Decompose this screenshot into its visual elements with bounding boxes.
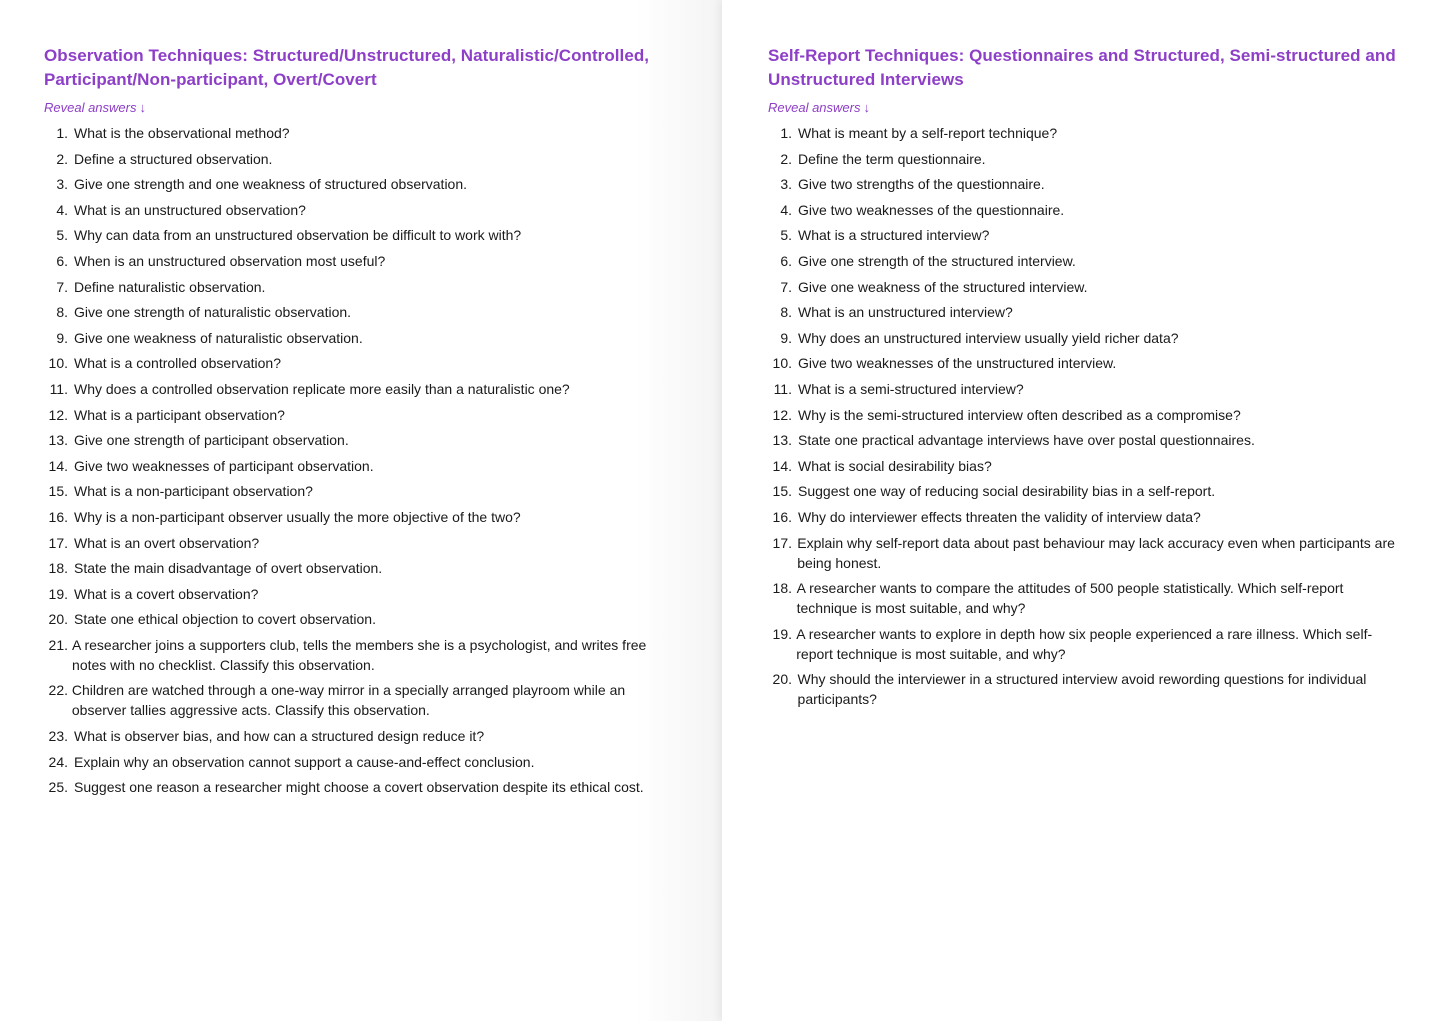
reveal-answers-link[interactable] [44, 99, 146, 117]
question-item [44, 353, 664, 373]
question-item [768, 174, 1398, 194]
question-item [44, 430, 664, 450]
question-text: State one ethical objection to covert observation. [74, 611, 376, 628]
question-number: 18. [48, 560, 68, 577]
question-item [768, 533, 1398, 573]
question-item [768, 624, 1398, 664]
question-item [768, 277, 1398, 297]
question-text: A researcher wants to compare the attitudes of 500 people statistically. Which self-report technique is most suitable, and why? [796, 580, 1344, 617]
question-number: 3. [56, 176, 68, 193]
question-item [768, 302, 1398, 322]
question-text: Why should the interviewer in a structured interview avoid rewording questions for individual participants? [797, 671, 1367, 708]
question-item [768, 669, 1398, 709]
question-text: Explain why an observation cannot support a cause-and-effect conclusion. [74, 753, 535, 770]
question-text: What is a structured interview? [798, 227, 990, 244]
question-text: Why do interviewer effects threaten the validity of interview data? [798, 508, 1201, 525]
question-item [768, 456, 1398, 476]
question-number: 16. [48, 508, 68, 525]
question-item [768, 353, 1398, 373]
question-number: 19. [772, 625, 792, 642]
observation-section [44, 44, 664, 797]
question-number: 10. [772, 355, 792, 372]
question-number: 4. [56, 201, 68, 218]
arrow-down-icon: ↓ [863, 100, 870, 115]
question-number: 6. [56, 252, 68, 269]
question-item [44, 328, 664, 348]
right-page [722, 0, 1445, 1021]
question-text: When is an unstructured observation most useful? [74, 252, 386, 269]
question-item [768, 328, 1398, 348]
question-text: Give one strength and one weakness of structured observation. [74, 176, 468, 193]
question-number: 20. [48, 611, 68, 628]
question-number: 17. [48, 534, 68, 551]
question-number: 7. [56, 278, 68, 295]
question-number: 2. [56, 150, 68, 167]
question-item [44, 277, 664, 297]
question-number: 12. [48, 406, 68, 423]
question-text: Give one strength of participant observation. [74, 432, 349, 449]
question-item [44, 149, 664, 169]
arrow-down-icon: ↓ [139, 100, 146, 115]
question-text: Suggest one reason a researcher might choose a covert observation despite its ethical cost. [74, 779, 644, 796]
question-number: 11. [49, 380, 68, 397]
question-number: 15. [772, 483, 792, 500]
question-list [44, 123, 664, 797]
question-item [44, 174, 664, 194]
question-text: Define a structured observation. [74, 150, 273, 167]
question-number: 1. [780, 125, 792, 141]
question-number: 8. [780, 304, 792, 321]
question-item [44, 507, 664, 527]
section-title: Observation Techniques: Structured/Unstructured, Naturalistic/Controlled, Participant/Non-participant, Overt/Covert [44, 46, 650, 89]
question-number: 14. [48, 457, 68, 474]
question-number: 4. [780, 201, 792, 218]
question-text: Why does an unstructured interview usually yield richer data? [798, 329, 1179, 346]
question-item [768, 507, 1398, 527]
question-item [44, 123, 664, 143]
question-item [44, 456, 664, 476]
question-item [768, 405, 1398, 425]
question-text: Define naturalistic observation. [74, 278, 266, 295]
question-number: 9. [780, 329, 792, 346]
question-item [44, 584, 664, 604]
question-item [44, 200, 664, 220]
question-number: 17. [772, 534, 792, 551]
question-item [44, 609, 664, 629]
question-item [44, 302, 664, 322]
question-number: 22. [48, 682, 68, 699]
question-item [44, 680, 664, 720]
question-text: Give two weaknesses of the questionnaire. [798, 201, 1065, 218]
question-number: 2. [780, 150, 792, 167]
reveal-answers-link[interactable] [768, 99, 870, 117]
question-item [44, 379, 664, 399]
question-text: Give one weakness of the structured interview. [798, 278, 1088, 295]
question-item [768, 149, 1398, 169]
question-number: 5. [56, 227, 68, 244]
question-text: What is meant by a self-report technique? [798, 125, 1058, 141]
question-number: 15. [48, 483, 68, 500]
question-number: 24. [48, 753, 68, 770]
question-text: What is a controlled observation? [74, 355, 281, 372]
question-item [768, 200, 1398, 220]
question-text: What is the observational method? [74, 125, 290, 141]
question-number: 12. [772, 406, 792, 423]
question-text: What is observer bias, and how can a structured design reduce it? [74, 728, 485, 745]
question-text: Define the term questionnaire. [798, 150, 986, 167]
question-text: Give two weaknesses of the unstructured interview. [798, 355, 1117, 372]
question-list [768, 123, 1398, 709]
question-item [44, 251, 664, 271]
question-text: What is an unstructured observation? [74, 201, 306, 218]
question-item [768, 430, 1398, 450]
question-item [768, 225, 1398, 245]
question-text: What is an overt observation? [74, 534, 260, 551]
question-item [44, 405, 664, 425]
question-number: 10. [48, 355, 68, 372]
question-text: State one practical advantage interviews have over postal questionnaires. [798, 432, 1255, 449]
question-number: 21. [48, 636, 68, 653]
question-text: Give one weakness of naturalistic observation. [74, 329, 363, 346]
question-text: What is a covert observation? [74, 585, 259, 602]
question-number: 19. [48, 585, 68, 602]
question-item [44, 635, 664, 675]
question-item [44, 558, 664, 578]
section-title: Self-Report Techniques: Questionnaires and Structured, Semi-structured and Unstructured Interviews [768, 46, 1396, 89]
question-item [768, 123, 1398, 143]
question-text: A researcher joins a supporters club, tells the members she is a psychologist, and writes free notes with no checklist. Classify this observation. [72, 636, 647, 673]
question-text: What is a semi-structured interview? [798, 380, 1024, 397]
question-number: 18. [772, 580, 792, 597]
question-item [768, 379, 1398, 399]
question-number: 7. [780, 278, 792, 295]
question-text: Why can data from an unstructured observation be difficult to work with? [74, 227, 522, 244]
question-item [768, 481, 1398, 501]
question-number: 13. [48, 432, 68, 449]
question-text: Suggest one way of reducing social desirability bias in a self-report. [798, 483, 1216, 500]
question-number: 25. [48, 779, 68, 796]
question-text: What is an unstructured interview? [798, 304, 1013, 321]
question-number: 11. [773, 380, 792, 397]
question-text: What is social desirability bias? [798, 457, 992, 474]
question-text: Give one strength of the structured interview. [798, 252, 1076, 269]
question-item [44, 481, 664, 501]
question-number: 23. [48, 728, 68, 745]
question-item [44, 777, 664, 797]
question-text: Children are watched through a one-way mirror in a specially arranged playroom while an observer tallies aggressive acts. Classify this observation. [71, 682, 626, 719]
question-text: What is a non-participant observation? [74, 483, 313, 500]
question-item [768, 578, 1398, 618]
question-text: Give two strengths of the questionnaire. [798, 176, 1045, 193]
question-number: 1. [56, 125, 68, 141]
question-text: What is a participant observation? [74, 406, 285, 423]
question-item [44, 225, 664, 245]
question-number: 9. [56, 329, 68, 346]
question-number: 5. [780, 227, 792, 244]
question-text: A researcher wants to explore in depth how six people experienced a rare illness. Which self-report technique is most suitable, and why? [796, 625, 1373, 662]
question-text: Why is the semi-structured interview often described as a compromise? [798, 406, 1241, 423]
question-item [44, 533, 664, 553]
question-text: Explain why self-report data about past behaviour may lack accuracy even when participants are being honest. [797, 534, 1395, 571]
question-text: State the main disadvantage of overt observation. [74, 560, 383, 577]
question-text: Give two weaknesses of participant observation. [74, 457, 374, 474]
question-number: 3. [780, 176, 792, 193]
question-item [44, 726, 664, 746]
question-number: 16. [772, 508, 792, 525]
question-item [768, 251, 1398, 271]
left-page [0, 0, 722, 1021]
question-text: Give one strength of naturalistic observation. [74, 304, 352, 321]
question-number: 14. [772, 457, 792, 474]
question-text: Why is a non-participant observer usually the more objective of the two? [74, 508, 521, 525]
reveal-answers-label: Reveal answers [768, 100, 861, 115]
self-report-section [768, 44, 1398, 709]
question-number: 20. [772, 671, 792, 688]
question-number: 13. [772, 432, 792, 449]
question-number: 6. [780, 252, 792, 269]
question-text: Why does a controlled observation replicate more easily than a naturalistic one? [74, 380, 570, 397]
reveal-answers-label: Reveal answers [44, 100, 137, 115]
question-number: 8. [56, 304, 68, 321]
question-item [44, 752, 664, 772]
